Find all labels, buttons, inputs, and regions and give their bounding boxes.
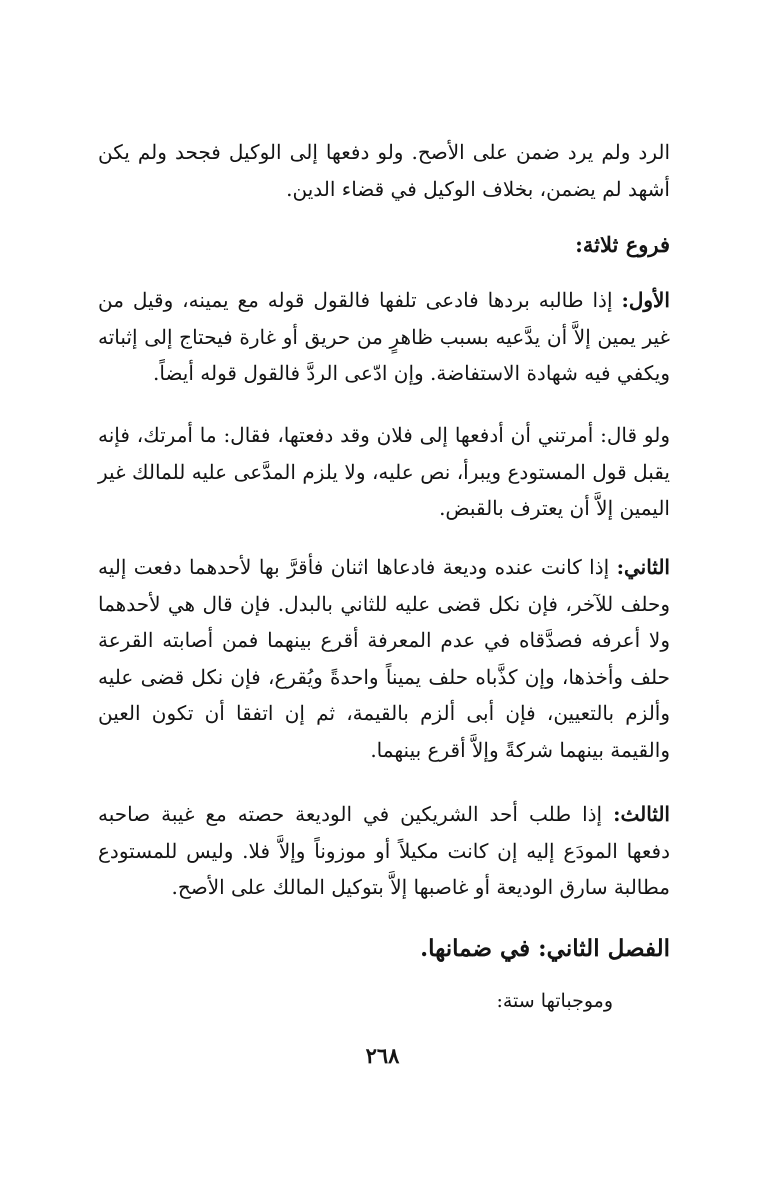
chapter-heading: الفصل الثاني: في ضمانها.	[420, 935, 670, 962]
first-branch-extra-paragraph: ولو قال: أمرتني أن أدفعها إلى فلان وقد دفعتها، فقال: ما أمرتك، فإنه يقبل قول المستودع ويبرأ، نص عليه، ولا يلزم المدَّعى عليه للمالك غير اليمين إلاَّ أن يعترف بالقبض.	[98, 423, 670, 520]
third-branch-text: إذا طلب أحد الشريكين في الوديعة حصته مع غيبة صاحبه دفعها المودَع إليه إن كانت مكيلاً أو موزوناً وإلاَّ فلا. وليس للمستودع مطالبة سارق الوديعة أو غاصبها إلاَّ بتوكيل المالك على الأصح.	[98, 802, 670, 899]
third-branch-lead: الثالث:	[613, 802, 670, 826]
second-branch-text: إذا كانت عنده وديعة فادعاها اثنان فأقرَّ بها لأحدهما دفعت إليه وحلف للآخر، فإن نكل قضى عليه للثاني بالبدل. فإن قال هي لأحدهما ولا أعرفه فصدَّقاه في عدم المعرفة أقرع بينهما فمن أصابته القرعة حلف وأخذها، وإن كذَّباه حلف يميناً واحدةً ويُقرع، فإن نكل قضى عليه وألزم بالتعيين، فإن أبى ألزم بالقيمة، ثم إن اتفقا أن تكون العين والقيمة بينهما شركةً وإلاَّ أقرع بينهما.	[98, 555, 670, 762]
third-branch-paragraph	[98, 796, 670, 906]
second-branch-paragraph	[98, 549, 670, 768]
intro-paragraph: الرد ولم يرد ضمن على الأصح. ولو دفعها إلى الوكيل فجحد ولم يكن أشهد لم يضمن، بخلاف الوكيل في قضاء الدين.	[98, 140, 670, 201]
first-branch-paragraph	[98, 282, 670, 392]
section-heading: فروع ثلاثة:	[575, 232, 670, 257]
page-number: ٢٦٨	[365, 1043, 400, 1068]
first-branch-lead: الأول:	[621, 288, 670, 312]
second-branch-lead: الثاني:	[616, 555, 670, 579]
first-branch-text: إذا طالبه بردها فادعى تلفها فالقول قوله مع يمينه، وقيل من غير يمين إلاَّ أن يدَّعيه بسبب ظاهرٍ من حريق أو غارة فيحتاج إلى إثباته ويكفي فيه شهادة الاستفاضة. وإن ادّعى الردَّ فالقول قوله أيضاً.	[98, 288, 670, 385]
chapter-intro-line: وموجباتها ستة:	[496, 990, 613, 1012]
